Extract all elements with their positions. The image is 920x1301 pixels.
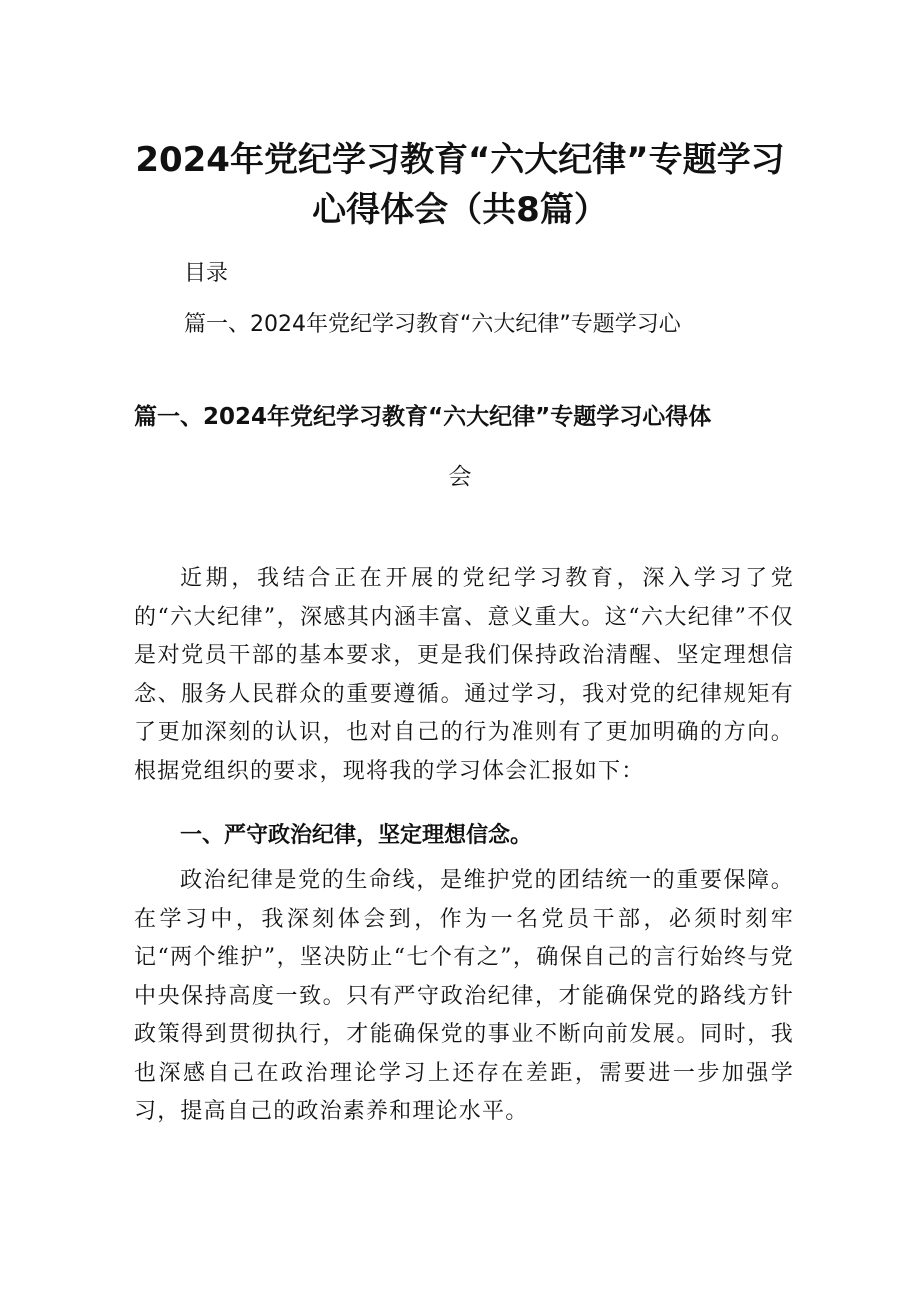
toc-item-1[interactable]: 篇一、2024年党纪学习教育“六大纪律”专题学习心 [184, 312, 681, 337]
body-paragraph-1: 近期，我结合正在开展的党纪学习教育，深入学习了党的“六大纪律”，深感其内涵丰富、意义重大。这“六大纪律”不仅是对党员干部的基本要求，更是我们保持政治清醒、坚定理想信念、服务人民群众的重要遵循。通过学习，我对党的纪律规矩有了更加深刻的认识，也对自己的行为准则有了更加明确的方向。根据党组织的要求，现将我的学习体会汇报如下： [134, 566, 794, 784]
body-paragraph-2: 政治纪律是党的生命线，是维护党的团结统一的重要保障。在学习中，我深刻体会到，作为一名党员干部，必须时刻牢记“两个维护”，坚决防止“七个有之”，确保自己的言行始终与党中央保持高度一致。只有严守政治纪律，才能确保党的路线方针政策得到贯彻执行，才能确保党的事业不断向前发展。同时，我也深感自己在政治理论学习上还存在差距，需要进一步加强学习，提高自己的政治素养和理论水平。 [134, 868, 794, 1124]
document-title-line-1: 2024年党纪学习教育“六大纪律”专题学习 [135, 140, 785, 180]
section-title-line-1: 篇一、2024年党纪学习教育“六大纪律”专题学习心得体 [134, 404, 712, 430]
document-title-line-2: 心得体会（共8篇） [312, 190, 608, 230]
toc-heading: 目录 [184, 261, 229, 286]
subheading-1: 一、严守政治纪律，坚定理想信念。 [180, 823, 533, 848]
section-title-line-2: 会 [448, 464, 472, 490]
